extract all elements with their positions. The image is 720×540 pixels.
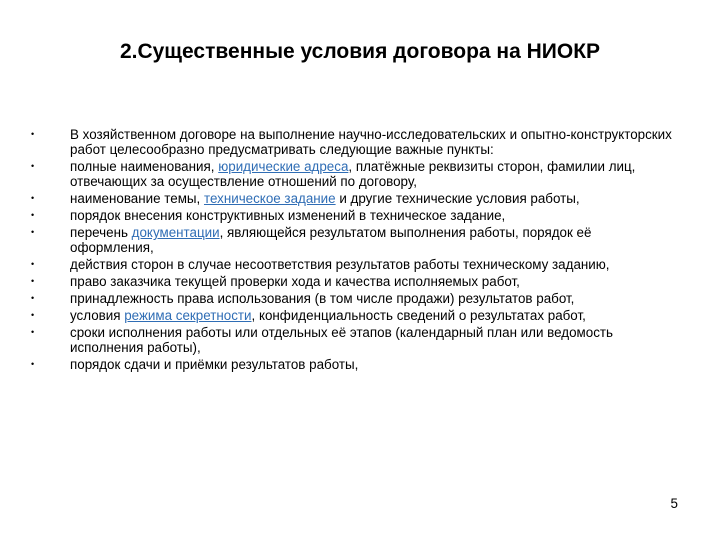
text-segment: , платёжные реквизиты сторон, фамилии лиц, отвечающих за осуществление отношений по договору,	[70, 159, 636, 189]
text-segment: полные наименования,	[70, 159, 219, 174]
list-item	[0, 208, 720, 223]
list-item	[0, 291, 720, 306]
link-technical-task[interactable]: техническое задание	[203, 191, 336, 206]
slide-title: 2.Существенные условия договора на НИОКР	[119, 40, 601, 63]
list-item-text	[70, 308, 672, 323]
bullet-icon: •	[31, 227, 35, 237]
link-documentation[interactable]: документации	[131, 225, 220, 240]
text-segment: перечень	[70, 225, 132, 240]
text-segment: право заказчика текущей проверки хода и качества исполняемых работ,	[70, 274, 520, 289]
list-item-text	[70, 291, 672, 306]
list-item-text	[70, 208, 672, 223]
text-segment: действия сторон в случае несоответствия результатов работы техническому заданию,	[70, 257, 610, 272]
link-legal-addresses[interactable]: юридические адреса	[218, 159, 349, 174]
text-segment: порядок сдачи и приёмки результатов работы,	[70, 357, 359, 372]
text-segment: сроки исполнения работы или отдельных её этапов (календарный план или ведомость исполнения работы),	[70, 325, 614, 355]
text-segment: условия	[70, 308, 125, 323]
list-item-text	[70, 225, 672, 255]
bullet-icon: •	[31, 293, 35, 303]
list-item-text	[70, 357, 672, 372]
text-segment: , являющейся результатом выполнения работы, порядок её оформления,	[70, 225, 592, 255]
text-segment: порядок внесения конструктивных изменений в техническое задание,	[70, 208, 506, 223]
bullet-icon: •	[31, 193, 35, 203]
list-item	[0, 274, 720, 289]
list-item-text	[70, 191, 672, 206]
bullet-icon: •	[31, 276, 35, 286]
list-item	[0, 225, 720, 255]
list-item	[0, 191, 720, 206]
list-item	[0, 257, 720, 272]
list-item	[0, 308, 720, 323]
conditions-list	[0, 127, 720, 374]
bullet-icon: •	[31, 161, 35, 171]
list-item-text	[70, 257, 672, 272]
link-secrecy-regime[interactable]: режима секретности	[124, 308, 252, 323]
text-segment: и другие технические условия работы,	[335, 191, 580, 206]
list-item-text	[70, 127, 672, 157]
bullet-icon: •	[31, 129, 35, 139]
list-item-text	[70, 274, 672, 289]
text-segment: , конфиденциальность сведений о результатах работ,	[251, 308, 586, 323]
list-item	[0, 357, 720, 372]
bullet-icon: •	[31, 327, 35, 337]
text-segment: В хозяйственном договоре на выполнение научно-исследовательских и опытно-конструкторских работ целесообразно предусматривать следующие важные пункты:	[70, 127, 672, 157]
list-item-text	[70, 325, 672, 355]
list-item-text	[70, 159, 672, 189]
text-segment: наименование темы,	[70, 191, 204, 206]
bullet-icon: •	[31, 310, 35, 320]
bullet-icon: •	[31, 359, 35, 369]
list-item	[0, 325, 720, 355]
list-item	[0, 159, 720, 189]
page-number: 5	[670, 496, 678, 511]
bullet-icon: •	[31, 210, 35, 220]
text-segment: принадлежность права использования (в том числе продажи) результатов работ,	[70, 291, 575, 306]
bullet-icon: •	[31, 259, 35, 269]
list-item	[0, 127, 720, 157]
